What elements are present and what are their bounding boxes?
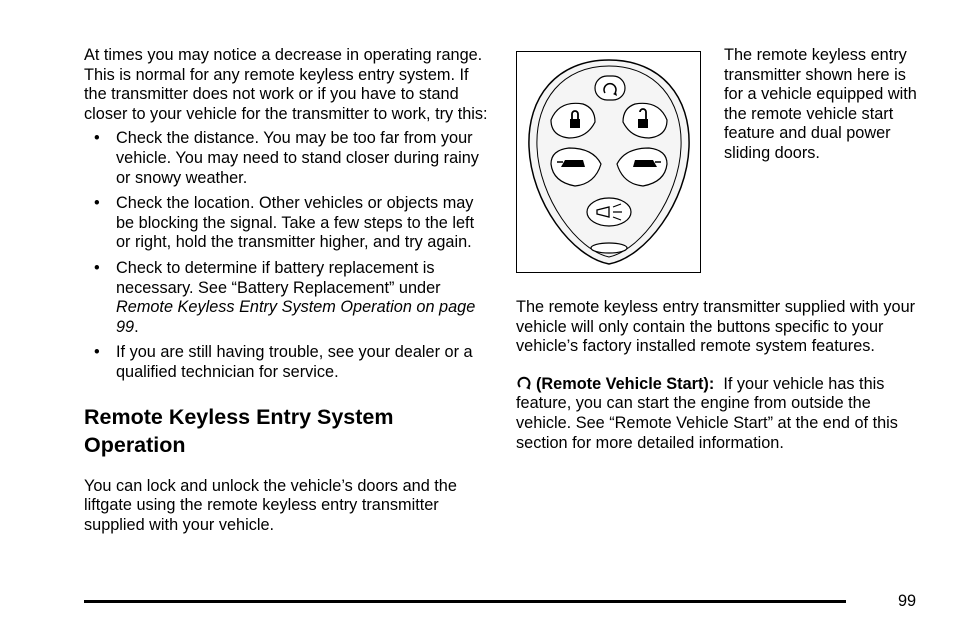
- right-column: [516, 298, 921, 453]
- bullet-icon: •: [94, 194, 100, 213]
- remote-start-icon: [516, 375, 532, 391]
- list-item-dealer: • If you are still having trouble, see your dealer or a qualified technician for service.: [94, 343, 473, 381]
- list-item-battery: • Check to determine if battery replacement is necessary. See “Battery Replacement” under Remote Keyless Entry System Operation on page 99.: [94, 258, 476, 336]
- troubleshooting-list: [84, 129, 489, 382]
- list-item-distance: • Check the distance. You may be too far from your vehicle. You may need to stand closer during rainy or snowy weather.: [94, 129, 479, 187]
- list-item-location: • Check the location. Other vehicles or objects may be blocking the signal. Take a few steps to the left or right, hold the transmitter higher, and try again.: [94, 194, 475, 252]
- panic-horn-button-icon: [587, 198, 631, 226]
- intro-paragraph: At times you may notice a decrease in operating range. This is normal for any remote keyless entry system. If the transmitter does not work or if you have to stand closer to your vehicle for the transmitter to work, try this:: [84, 46, 488, 123]
- bullet-icon: •: [94, 129, 100, 148]
- left-column: [84, 46, 489, 535]
- remote-start-label: (Remote Vehicle Start):: [536, 374, 715, 393]
- transmitter-illustration: [516, 51, 701, 273]
- page-number: 99: [898, 592, 917, 610]
- bullet-icon: •: [94, 343, 100, 362]
- bullet-icon: •: [94, 258, 100, 277]
- figure-caption: The remote keyless entry transmitter shown here is for a vehicle equipped with the remote vehicle start feature and dual power sliding doors.: [724, 46, 917, 162]
- key-fob-icon: [517, 52, 702, 274]
- footer-divider: [84, 600, 846, 603]
- features-paragraph: The remote keyless entry transmitter supplied with your vehicle will only contain the buttons specific to your vehicle’s factory installed remote system features.: [516, 298, 916, 356]
- body-paragraph: You can lock and unlock the vehicle’s doors and the liftgate using the remote keyless entry transmitter supplied with your vehicle.: [84, 476, 457, 534]
- remote-start-button-icon: [595, 76, 625, 100]
- remote-start-paragraph: (Remote Vehicle Start): If your vehicle has this feature, you can start the engine from outside the vehicle. See “Remote Vehicle Start” at the end of this section for more detailed information.: [516, 374, 898, 452]
- section-heading: Remote Keyless Entry System Operation: [84, 404, 394, 457]
- cross-reference-link[interactable]: Remote Keyless Entry System Operation on page 99: [116, 298, 476, 336]
